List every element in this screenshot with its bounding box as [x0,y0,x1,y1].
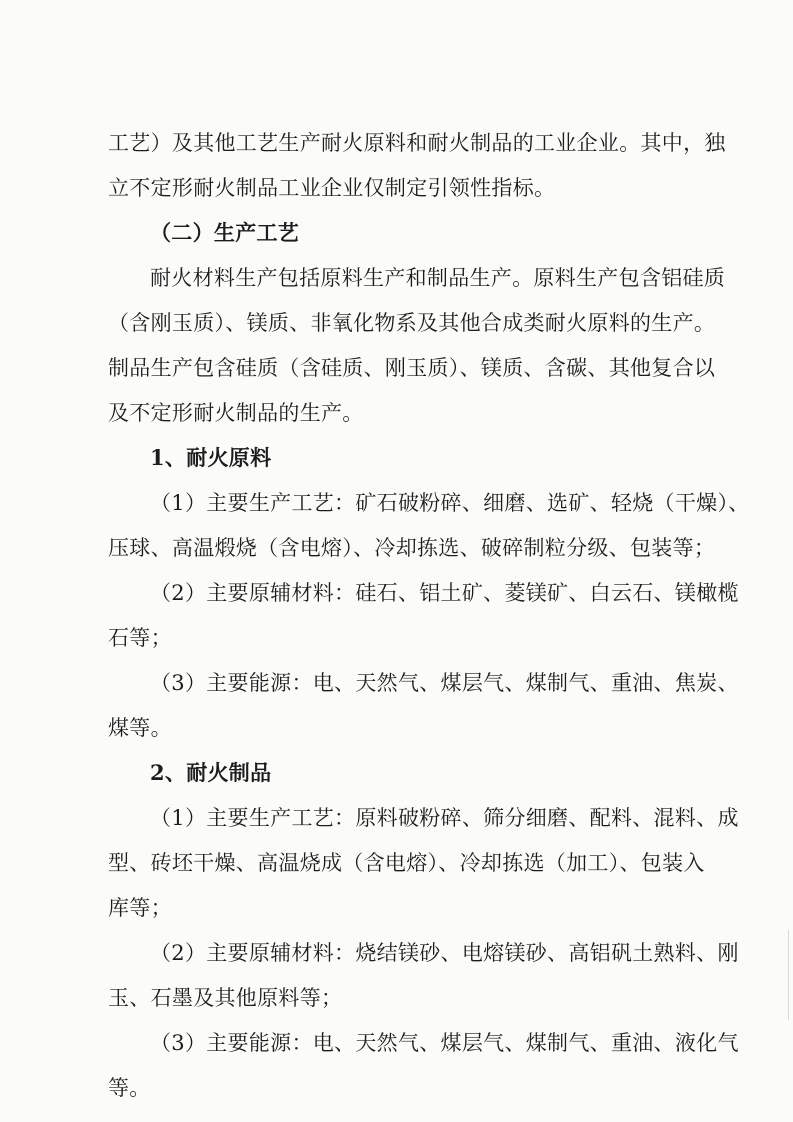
text-line: 库等； [108,896,172,920]
subsection-heading: 1、耐火原料 [150,445,272,470]
text-line: （1）主要生产工艺：矿石破粉碎、细磨、选矿、轻烧（干燥）、 [150,491,750,515]
subsection-heading: 2、耐火制品 [150,760,272,785]
text-line: （2）主要原辅材料：硅石、铝土矿、菱镁矿、白云石、镁橄榄 [150,581,739,605]
text-line: 玉、石墨及其他原料等； [108,986,343,1010]
text-line: 等。 [108,1076,151,1100]
text-line: 制品生产包含硅质（含硅质、刚玉质）、镁质、含碳、其他复合以 [108,356,716,380]
text-line: 工艺）及其他工艺生产耐火原料和耐火制品的工业企业。其中，独 [108,131,726,155]
text-line: 压球、高温煅烧（含电熔）、冷却拣选、破碎制粒分级、包装等； [108,536,716,560]
text-line: （3）主要能源：电、天然气、煤层气、煤制气、重油、液化气 [150,1031,739,1055]
text-line: 立不定形耐火制品工业企业仅制定引领性指标。 [108,176,556,200]
text-line: 石等； [108,626,172,650]
text-line: （3）主要能源：电、天然气、煤层气、煤制气、重油、焦炭、 [150,671,739,695]
text-line: 型、砖坯干燥、高温烧成（含电熔）、冷却拣选（加工）、包装入 [108,851,705,875]
text-line: （1）主要生产工艺：原料破粉碎、筛分细磨、配料、混料、成 [150,806,739,830]
text-line: 煤等。 [108,716,172,740]
text-line: （2）主要原辅材料：烧结镁砂、电熔镁砂、高铝矾土熟料、刚 [150,941,739,965]
text-line: 耐火材料生产包括原料生产和制品生产。原料生产包含铝硅质 [150,266,726,290]
text-line: （含刚玉质）、镁质、非氧化物系及其他合成类耐火原料的生产。 [108,311,716,335]
text-line: 及不定形耐火制品的生产。 [108,401,364,425]
section-heading: （二）生产工艺 [150,220,300,245]
scan-edge-mark [788,930,789,1020]
